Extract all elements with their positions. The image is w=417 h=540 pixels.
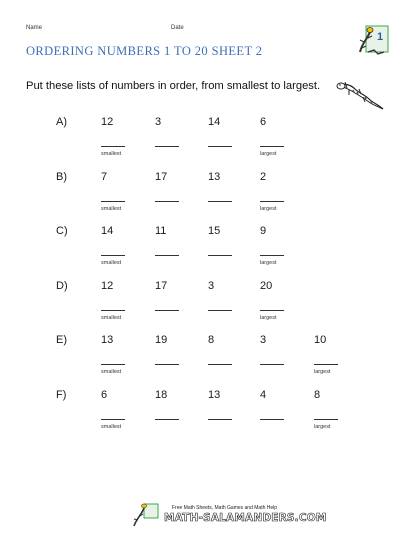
- list-number: 17: [155, 279, 168, 292]
- list-number: 6: [101, 388, 108, 401]
- question-letter: F): [56, 388, 67, 401]
- question-row: [0, 280, 417, 330]
- question-row: [0, 389, 417, 439]
- list-number: 10: [314, 334, 327, 346]
- answer-blank[interactable]: [314, 364, 338, 365]
- answer-blank[interactable]: [208, 419, 232, 420]
- smallest-hint: smallest: [101, 369, 122, 375]
- name-label: Name: [26, 25, 43, 31]
- answer-blank[interactable]: [155, 364, 179, 365]
- list-number: 3: [208, 279, 215, 292]
- list-number: 20: [260, 279, 273, 292]
- answer-blank[interactable]: [101, 419, 125, 420]
- question-row: [0, 225, 417, 275]
- question-letter: B): [56, 170, 67, 183]
- date-label: Date: [171, 25, 184, 31]
- question-row: [0, 334, 417, 384]
- question-letter: A): [56, 116, 67, 128]
- footer-branding: [128, 502, 328, 530]
- answer-blank[interactable]: [260, 146, 284, 147]
- answer-blank[interactable]: [101, 146, 125, 147]
- list-number: 11: [155, 225, 167, 237]
- answer-blank[interactable]: [260, 201, 284, 202]
- answer-blank[interactable]: [155, 201, 179, 202]
- list-number: 12: [101, 279, 114, 292]
- answer-blank[interactable]: [155, 255, 179, 256]
- question-letter: D): [56, 279, 68, 292]
- answer-blank[interactable]: [155, 310, 179, 311]
- list-number: 15: [208, 225, 221, 237]
- largest-hint: largest: [260, 205, 277, 212]
- answer-blank[interactable]: [155, 419, 179, 420]
- answer-blank[interactable]: [260, 419, 284, 420]
- list-number: 17: [155, 170, 168, 183]
- answer-blank[interactable]: [101, 310, 125, 311]
- largest-hint: largest: [314, 369, 331, 375]
- question-row: [0, 171, 417, 221]
- salamander-logo-icon: [356, 24, 392, 56]
- list-number: 19: [155, 334, 168, 346]
- footer-salamander-icon: [128, 502, 164, 530]
- smallest-hint: smallest: [101, 314, 122, 321]
- answer-blank[interactable]: [101, 364, 125, 365]
- smallest-hint: smallest: [101, 205, 122, 212]
- list-number: 7: [101, 170, 108, 183]
- smallest-hint: smallest: [101, 260, 122, 266]
- question-letter: C): [56, 225, 68, 237]
- answer-blank[interactable]: [260, 255, 284, 256]
- logo-badge-number: 1: [376, 31, 384, 43]
- smallest-hint: smallest: [101, 423, 122, 430]
- list-number: 3: [155, 116, 162, 128]
- largest-hint: largest: [260, 151, 277, 157]
- largest-hint: largest: [314, 423, 331, 430]
- largest-hint: largest: [260, 260, 277, 266]
- list-number: 2: [260, 170, 267, 183]
- list-number: 12: [101, 116, 114, 128]
- answer-blank[interactable]: [208, 201, 232, 202]
- list-number: 13: [208, 388, 221, 401]
- answer-blank[interactable]: [314, 419, 338, 420]
- answer-blank[interactable]: [101, 201, 125, 202]
- list-number: 8: [208, 334, 215, 346]
- list-number: 14: [101, 225, 114, 237]
- list-number: 3: [260, 334, 267, 346]
- answer-blank[interactable]: [208, 364, 232, 365]
- list-number: 13: [101, 334, 114, 346]
- answer-blank[interactable]: [208, 255, 232, 256]
- answer-blank[interactable]: [101, 255, 125, 256]
- list-number: 13: [208, 170, 221, 183]
- list-number: 6: [260, 116, 267, 128]
- instruction-text: Put these lists of numbers in order, from smallest to largest.: [26, 80, 321, 92]
- answer-blank[interactable]: [260, 310, 284, 311]
- question-letter: E): [56, 334, 67, 346]
- worksheet-title: ORDERING NUMBERS 1 TO 20 SHEET 2: [26, 44, 263, 58]
- answer-blank[interactable]: [155, 146, 179, 147]
- list-number: 4: [260, 388, 267, 401]
- footer-brand: MATH-SALAMANDERS.COM: [164, 512, 327, 524]
- question-row: [0, 116, 417, 166]
- list-number: 8: [314, 388, 321, 401]
- list-number: 9: [260, 225, 267, 237]
- answer-blank[interactable]: [208, 146, 232, 147]
- smallest-hint: smallest: [101, 151, 122, 157]
- answer-blank[interactable]: [208, 310, 232, 311]
- list-number: 14: [208, 116, 221, 128]
- answer-blank[interactable]: [260, 364, 284, 365]
- largest-hint: largest: [260, 314, 277, 321]
- list-number: 18: [155, 388, 168, 401]
- footer-tagline: Free Math Sheets, Math Games and Math Help: [172, 505, 278, 511]
- salamander-icon: [335, 79, 385, 111]
